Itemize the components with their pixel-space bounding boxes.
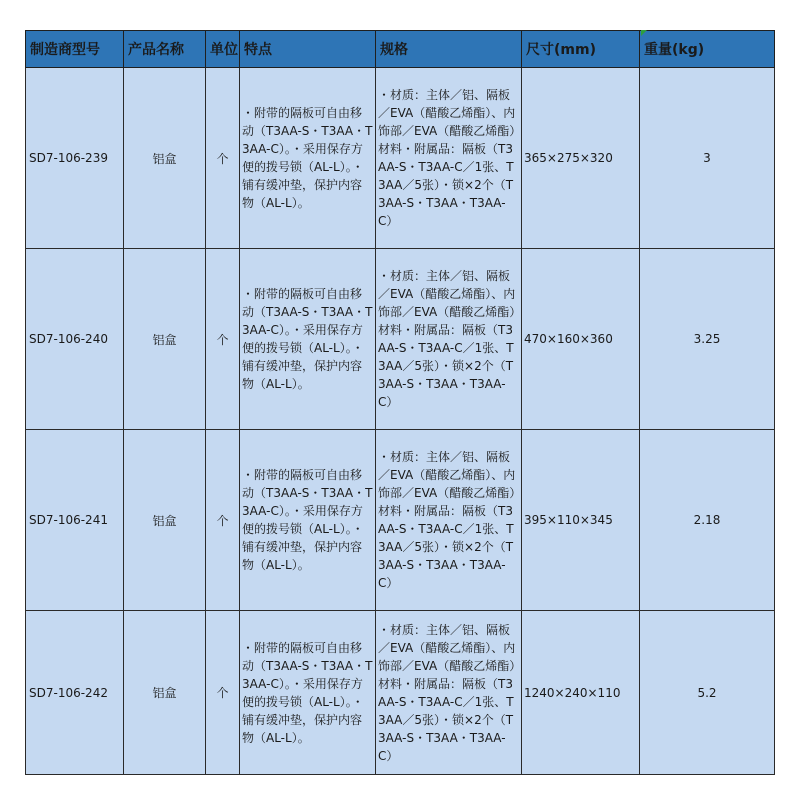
header-size[interactable]: 尺寸(mm) <box>522 31 640 68</box>
cell-features[interactable]: ・附带的隔板可自由移动（T3AA-S・T3AA・T3AA-C）。・采用保存方便的拨号锁（AL-L）。・铺有缓冲垫，保护内容物（AL-L）。 <box>240 68 376 249</box>
cell-product-name[interactable]: 铝盒 <box>124 68 206 249</box>
cell-specs[interactable]: ・材质：主体／铝、隔板／EVA（醋酸乙烯酯）、内饰部／EVA（醋酸乙烯酯）材料・附属品：隔板（T3AA-S・T3AA-C／1张、T3AA／5张）・锁×2个（T3AA-S・T3AA・T3AA-C） <box>376 249 522 430</box>
header-model[interactable]: 制造商型号 <box>26 31 124 68</box>
product-spec-table <box>25 30 775 775</box>
cell-unit[interactable]: 个 <box>206 430 240 611</box>
cell-unit[interactable]: 个 <box>206 68 240 249</box>
cell-unit[interactable]: 个 <box>206 249 240 430</box>
header-unit[interactable]: 单位 <box>206 31 240 68</box>
cell-model[interactable]: SD7-106-242 <box>26 611 124 775</box>
cell-model[interactable]: SD7-106-240 <box>26 249 124 430</box>
cell-size[interactable]: 365×275×320 <box>522 68 640 249</box>
header-weight[interactable]: 重量(kg) <box>640 31 775 68</box>
cell-product-name[interactable]: 铝盒 <box>124 611 206 775</box>
cell-product-name[interactable]: 铝盒 <box>124 430 206 611</box>
cell-size[interactable]: 470×160×360 <box>522 249 640 430</box>
header-row <box>26 31 775 68</box>
cell-unit[interactable]: 个 <box>206 611 240 775</box>
cell-size[interactable]: 395×110×345 <box>522 430 640 611</box>
cell-weight[interactable]: 3.25 <box>640 249 775 430</box>
header-product-name[interactable]: 产品名称 <box>124 31 206 68</box>
cell-comment-marker <box>641 30 647 36</box>
cell-specs[interactable]: ・材质：主体／铝、隔板／EVA（醋酸乙烯酯）、内饰部／EVA（醋酸乙烯酯）材料・附属品：隔板（T3AA-S・T3AA-C／1张、T3AA／5张）・锁×2个（T3AA-S・T3AA・T3AA-C） <box>376 430 522 611</box>
table-row <box>26 430 775 611</box>
cell-weight[interactable]: 2.18 <box>640 430 775 611</box>
cell-model[interactable]: SD7-106-239 <box>26 68 124 249</box>
table-row <box>26 249 775 430</box>
cell-weight[interactable]: 3 <box>640 68 775 249</box>
table-row <box>26 68 775 249</box>
cell-specs[interactable]: ・材质：主体／铝、隔板／EVA（醋酸乙烯酯）、内饰部／EVA（醋酸乙烯酯）材料・附属品：隔板（T3AA-S・T3AA-C／1张、T3AA／5张）・锁×2个（T3AA-S・T3AA・T3AA-C） <box>376 68 522 249</box>
cell-product-name[interactable]: 铝盒 <box>124 249 206 430</box>
cell-model[interactable]: SD7-106-241 <box>26 430 124 611</box>
cell-features[interactable]: ・附带的隔板可自由移动（T3AA-S・T3AA・T3AA-C）。・采用保存方便的拨号锁（AL-L）。・铺有缓冲垫，保护内容物（AL-L）。 <box>240 430 376 611</box>
header-features[interactable]: 特点 <box>240 31 376 68</box>
table-row <box>26 611 775 775</box>
cell-specs[interactable]: ・材质：主体／铝、隔板／EVA（醋酸乙烯酯）、内饰部／EVA（醋酸乙烯酯）材料・附属品：隔板（T3AA-S・T3AA-C／1张、T3AA／5张）・锁×2个（T3AA-S・T3AA・T3AA-C） <box>376 611 522 775</box>
cell-features[interactable]: ・附带的隔板可自由移动（T3AA-S・T3AA・T3AA-C）。・采用保存方便的拨号锁（AL-L）。・铺有缓冲垫，保护内容物（AL-L）。 <box>240 611 376 775</box>
header-specs[interactable]: 规格 <box>376 31 522 68</box>
cell-features[interactable]: ・附带的隔板可自由移动（T3AA-S・T3AA・T3AA-C）。・采用保存方便的拨号锁（AL-L）。・铺有缓冲垫，保护内容物（AL-L）。 <box>240 249 376 430</box>
cell-weight[interactable]: 5.2 <box>640 611 775 775</box>
cell-size[interactable]: 1240×240×110 <box>522 611 640 775</box>
